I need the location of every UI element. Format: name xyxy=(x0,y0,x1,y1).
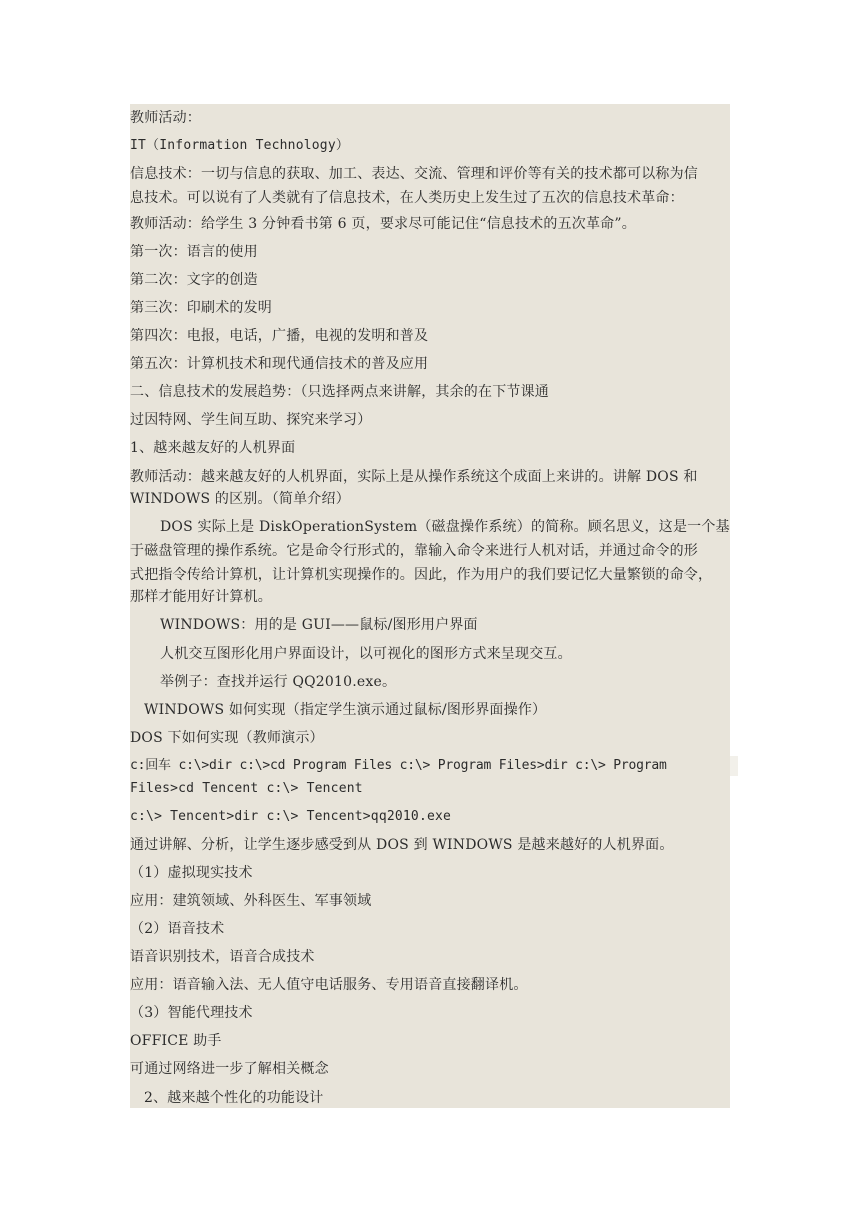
text-line: WINDOWS：用的是 GUI——鼠标/图形用户界面 xyxy=(160,617,478,633)
text-line: OFFICE 助手 xyxy=(130,1033,222,1049)
text-line: 第一次：语言的使用 xyxy=(130,244,258,260)
command-line: c:\> Tencent>dir c:\> Tencent>qq2010.exe xyxy=(130,809,452,824)
command-line: c:回车 c:\>dir c:\>cd Program Files c:\> Program Files>dir c:\> Program xyxy=(130,758,667,773)
text-line: 第四次：电报，电话，广播，电视的发明和普及 xyxy=(130,328,429,344)
text-line: 教师活动：越来越友好的人机界面，实际上是从操作系统这个成面上来讲的。讲解 DOS 和 xyxy=(130,469,698,485)
text-line: 通过讲解、分析，让学生逐步感受到从 DOS 到 WINDOWS 是越来越好的人机界面。 xyxy=(130,837,674,853)
text-line: 应用：语音输入法、无人值守电话服务、专用语音直接翻译机。 xyxy=(130,977,528,993)
text-line: DOS 实际上是 DiskOperationSystem（磁盘操作系统）的简称。顾名思义，这是一个基 xyxy=(160,519,730,535)
text-line: 举例子：查找并运行 QQ2010.exe。 xyxy=(160,674,397,690)
text-line: 教师活动： xyxy=(130,110,201,126)
text-line: 人机交互图形化用户界面设计，以可视化的图形方式来呈现交互。 xyxy=(160,646,572,662)
text-line: 式把指令传给计算机，让计算机实现操作的。因此，作为用户的我们要记忆大量繁锁的命令， xyxy=(130,567,713,583)
document-content xyxy=(130,104,730,1108)
text-line: 过因特网、学生间互助、探究来学习） xyxy=(130,412,372,428)
line-overflow-highlight xyxy=(730,756,738,776)
text-line: 第二次：文字的创造 xyxy=(130,272,258,288)
text-line: 那样才能用好计算机。 xyxy=(130,589,272,605)
text-line: WINDOWS 如何实现（指定学生演示通过鼠标/图形界面操作） xyxy=(144,702,547,718)
text-line: 信息技术：一切与信息的获取、加工、表达、交流、管理和评价等有关的技术都可以称为信 xyxy=(130,166,698,182)
text-line: （2）语音技术 xyxy=(130,921,225,937)
text-line: 1、越来越友好的人机界面 xyxy=(130,440,296,456)
text-line: （1）虚拟现实技术 xyxy=(130,865,253,881)
text-line: 应用：建筑领域、外科医生、军事领域 xyxy=(130,893,372,909)
text-line: 息技术。可以说有了人类就有了信息技术，在人类历史上发生过了五次的信息技术革命： xyxy=(130,190,684,206)
text-line: 第三次：印刷术的发明 xyxy=(130,300,272,316)
command-line: Files>cd Tencent c:\> Tencent xyxy=(130,781,363,796)
text-line: 2、越来越个性化的功能设计 xyxy=(144,1090,324,1106)
text-line: 于磁盘管理的操作系统。它是命令行形式的，靠输入命令来进行人机对话，并通过命令的形 xyxy=(130,543,698,559)
text-line: DOS 下如何实现（教师演示） xyxy=(130,730,324,746)
text-line: 二、信息技术的发展趋势：（只选择两点来讲解，其余的在下节课通 xyxy=(130,384,549,400)
text-line: 第五次：计算机技术和现代通信技术的普及应用 xyxy=(130,356,429,372)
text-line: 教师活动：给学生 3 分钟看书第 6 页，要求尽可能记住“信息技术的五次革命”。 xyxy=(130,216,636,232)
text-line: IT（Information Technology） xyxy=(130,138,350,153)
text-line: 语音识别技术，语音合成技术 xyxy=(130,949,315,965)
text-line: WINDOWS 的区别。（简单介绍） xyxy=(130,491,350,507)
text-line: 可通过网络进一步了解相关概念 xyxy=(130,1061,329,1077)
text-line: （3）智能代理技术 xyxy=(130,1005,253,1021)
